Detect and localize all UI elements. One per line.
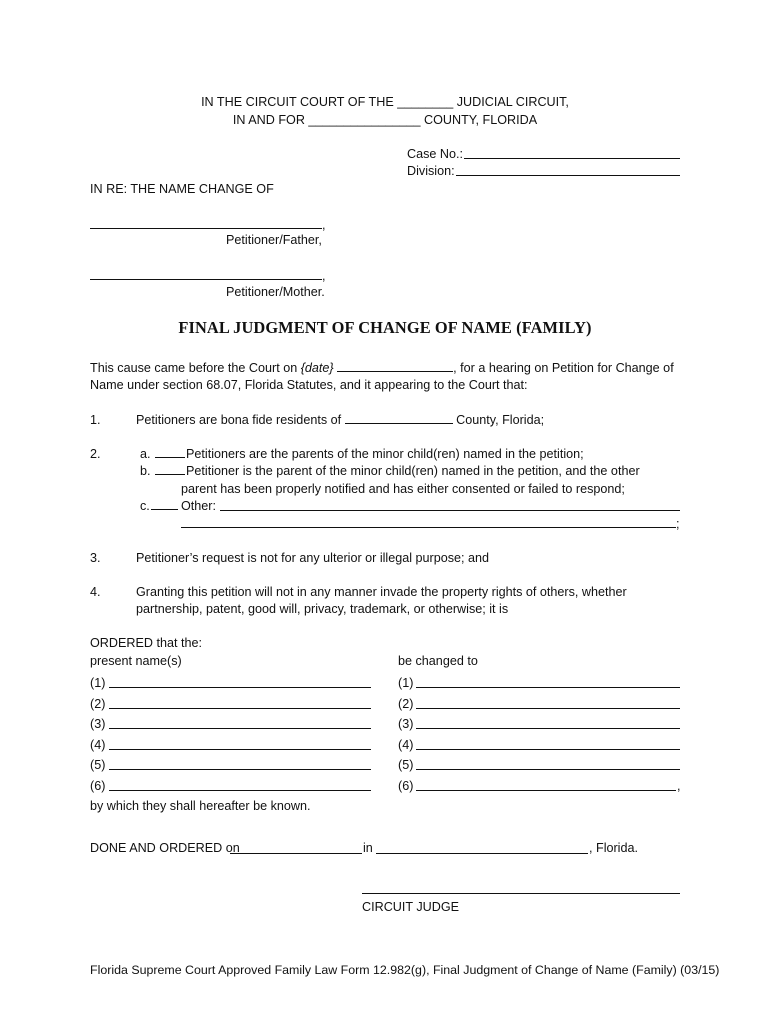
present-name-field[interactable] [109, 790, 371, 791]
mother-label: Petitioner/Mother. [226, 285, 325, 299]
form-footer: Florida Supreme Court Approved Family Law Form 12.982(g), Final Judgment of Change of Name (Family) (03/15) [90, 963, 720, 977]
changed-row-label: (2) [398, 697, 414, 711]
present-name-field[interactable] [109, 687, 371, 688]
father-label: Petitioner/Father, [226, 233, 322, 247]
item-2b-check-line[interactable] [155, 474, 185, 475]
changed-name-field[interactable] [416, 769, 680, 770]
done-ordered-label: DONE AND ORDERED on [90, 841, 240, 855]
father-comma: , [322, 218, 326, 232]
item-1-pre: Petitioners are bona fide residents of [136, 413, 345, 427]
item-2-number: 2. [90, 447, 101, 461]
changed-names-header: be changed to [398, 654, 478, 668]
changed-row-label: (4) [398, 738, 414, 752]
present-row-label: (4) [90, 738, 106, 752]
other-field-line-1[interactable] [220, 510, 680, 511]
division-field[interactable] [456, 175, 680, 176]
mother-name-field[interactable] [90, 279, 322, 280]
item-1-post: County, Florida; [452, 413, 545, 427]
division-label: Division: [407, 164, 455, 178]
changed-row-label: (3) [398, 717, 414, 731]
intro-pre: This cause came before the Court on [90, 361, 301, 375]
intro-date: {date} [300, 361, 334, 375]
present-name-field[interactable] [109, 749, 371, 750]
item-2a-label: a. [140, 447, 151, 461]
changed-name-field[interactable] [416, 687, 680, 688]
item-2b-text-cont: parent has been properly notified and has either consented or failed to respond; [181, 482, 625, 496]
other-field-line-2[interactable] [181, 527, 676, 528]
done-in-label: in [363, 841, 373, 855]
changed-row-label: (6) [398, 779, 414, 793]
changed-row-label: (1) [398, 676, 414, 690]
item-2b-label: b. [140, 464, 151, 478]
present-row-label: (3) [90, 717, 106, 731]
item-3-number: 3. [90, 551, 101, 565]
done-date-field[interactable] [230, 853, 362, 854]
item-3-text: Petitioner’s request is not for any ulterior or illegal purpose; and [136, 551, 490, 565]
hearing-date-field[interactable] [337, 360, 453, 372]
changed-name-field[interactable] [416, 728, 680, 729]
item-4-text: Granting this petition will not in any manner invade the property rights of others, whether [136, 585, 627, 599]
changed-name-field[interactable] [416, 708, 680, 709]
intro-post: , for a hearing on Petition for Change of [453, 361, 674, 375]
ordered-label: ORDERED that the: [90, 636, 202, 650]
row-6-comma: , [677, 779, 681, 793]
circuit-judge-label: CIRCUIT JUDGE [362, 900, 460, 914]
item-1-number: 1. [90, 413, 101, 427]
done-florida-label: , Florida. [589, 841, 638, 855]
father-name-field[interactable] [90, 228, 322, 229]
done-location-field[interactable] [376, 853, 588, 854]
case-no-field[interactable] [464, 158, 680, 159]
item-4-number: 4. [90, 585, 101, 599]
item-2a-check-line[interactable] [155, 457, 185, 458]
present-name-field[interactable] [109, 769, 371, 770]
item-1-text [136, 412, 544, 428]
present-name-field[interactable] [109, 728, 371, 729]
county-field[interactable] [345, 412, 453, 424]
intro-line-1 [90, 360, 674, 376]
item-2a-text: Petitioners are the parents of the minor child(ren) named in the petition; [186, 447, 584, 461]
mother-comma: , [322, 269, 326, 283]
page-title: FINAL JUDGMENT OF CHANGE OF NAME (FAMILY) [178, 318, 592, 337]
item-2c-label: c. [140, 499, 150, 513]
item-2c-text: Other: [181, 499, 216, 513]
present-row-label: (1) [90, 676, 106, 690]
known-text: by which they shall hereafter be known. [90, 799, 311, 813]
court-heading: IN THE CIRCUIT COURT OF THE ________ JUDICIAL CIRCUIT, [201, 95, 569, 109]
changed-row-label: (5) [398, 758, 414, 772]
in-re-label: IN RE: THE NAME CHANGE OF [90, 182, 274, 196]
intro-line-2: Name under section 68.07, Florida Statutes, and it appearing to the Court that: [90, 378, 528, 392]
present-row-label: (5) [90, 758, 106, 772]
changed-name-field[interactable] [416, 749, 680, 750]
item-2c-check-line[interactable] [151, 509, 178, 510]
present-row-label: (6) [90, 779, 106, 793]
present-row-label: (2) [90, 697, 106, 711]
case-no-label: Case No.: [407, 147, 463, 161]
other-semicolon: ; [676, 517, 680, 531]
county-heading: IN AND FOR ________________ COUNTY, FLORIDA [232, 113, 538, 127]
present-name-field[interactable] [109, 708, 371, 709]
present-names-header: present name(s) [90, 654, 182, 668]
item-2b-text: Petitioner is the parent of the minor child(ren) named in the petition, and the other [186, 464, 640, 478]
item-4-text-cont: partnership, patent, good will, privacy, trademark, or otherwise; it is [136, 602, 509, 616]
changed-name-field[interactable] [416, 790, 676, 791]
judge-signature-line[interactable] [362, 893, 680, 894]
